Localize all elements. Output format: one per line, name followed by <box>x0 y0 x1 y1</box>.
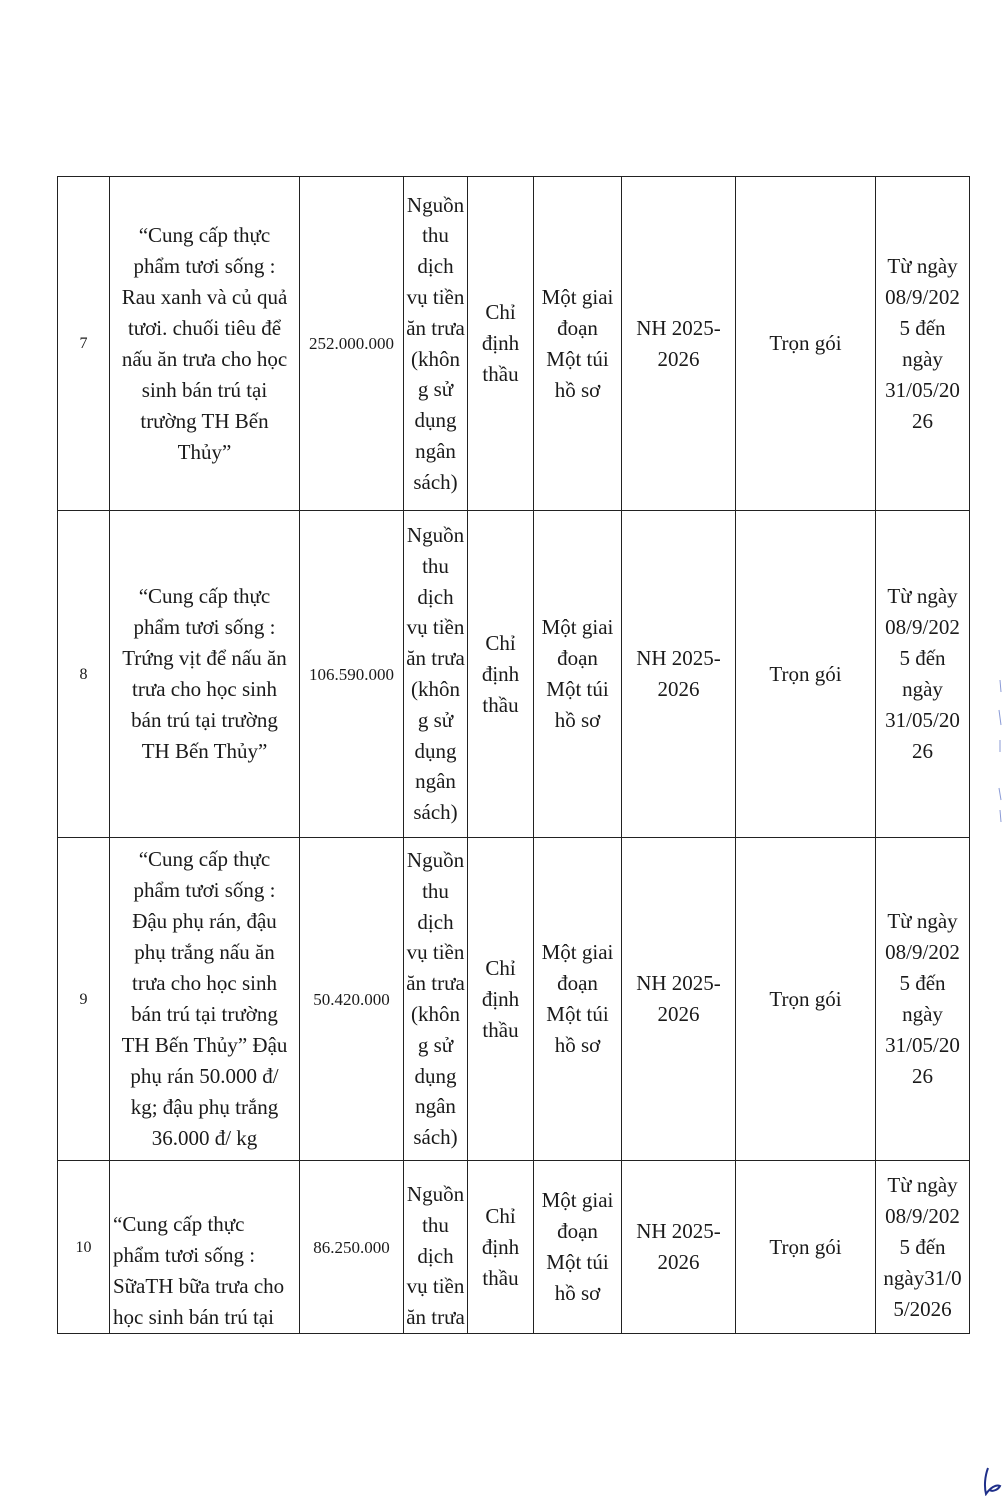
bidding-mode-line: Một giai <box>541 615 614 639</box>
funding-source-line: g sử <box>417 707 454 732</box>
package-name-line: kg; đậu phụ trắng <box>130 1095 279 1119</box>
contractor-selection-method <box>468 1161 534 1334</box>
execution-time-line: ngày <box>902 677 943 701</box>
funding-source-line: thu <box>422 223 449 248</box>
execution-time-line: 5 đến <box>899 646 946 670</box>
school-year-line: 2026 <box>657 346 700 371</box>
school-year <box>622 838 736 1161</box>
bidding-mode-line: hồ sơ <box>554 708 601 732</box>
contractor-selection-method-line: Chỉ <box>485 630 516 655</box>
funding-source-line: vụ tiền <box>406 284 465 309</box>
execution-time-line: 5 đến <box>899 315 946 340</box>
contractor-selection-method-line: Chỉ <box>485 955 516 980</box>
table-row <box>58 511 970 838</box>
execution-time <box>876 838 970 1161</box>
package-name-line: trường TH Bến <box>140 408 269 433</box>
bidding-mode-line: Một giai <box>541 284 614 309</box>
table-row <box>58 177 970 511</box>
execution-time-line: 31/05/20 <box>885 377 960 402</box>
bidding-mode-line: Một túi <box>546 1250 609 1274</box>
package-name-line: “Cung cấp thực <box>113 1212 245 1236</box>
bidding-mode-line: Một túi <box>546 1002 609 1026</box>
funding-source-line: vụ tiền <box>406 1274 465 1299</box>
package-name-line: bán trú tại trường <box>131 1002 278 1026</box>
package-name <box>110 177 300 511</box>
package-name-line: học sinh bán trú tại <box>113 1305 274 1329</box>
contractor-selection-method-line: Chỉ <box>485 1203 516 1228</box>
execution-time-line: Từ ngày <box>887 1172 958 1197</box>
execution-time-line: 08/9/202 <box>885 1203 960 1228</box>
bidding-mode-line: đoạn <box>557 646 598 670</box>
funding-source-line: vụ tiền <box>406 940 465 965</box>
contract-type: Trọn gói <box>736 838 876 1161</box>
school-year-line: 2026 <box>657 677 700 701</box>
funding-source-line: ăn trưa <box>406 1305 465 1330</box>
signature-initial-mark <box>982 1466 1004 1496</box>
package-name-line: phụ rán 50.000 đ/ <box>130 1064 279 1088</box>
contractor-selection-method-line: Chỉ <box>485 300 516 324</box>
funding-source-line: thu <box>422 878 449 903</box>
funding-source <box>404 838 468 1161</box>
execution-time-line: ngày <box>902 1002 943 1026</box>
school-year-line: 2026 <box>657 1250 700 1274</box>
contractor-selection-method-line: định <box>481 1234 520 1259</box>
funding-source-line: Nguồn <box>406 523 465 548</box>
row-number: 9 <box>58 838 110 1161</box>
execution-time-line: 26 <box>912 739 933 763</box>
bidding-mode-line: đoạn <box>557 971 598 995</box>
package-name-line: TH Bến Thủy” Đậu <box>121 1033 288 1057</box>
funding-source-line: Nguồn <box>406 848 465 873</box>
package-name-line: phẩm tươi sống : <box>133 253 276 278</box>
execution-time-line: ngày31/0 <box>883 1265 962 1290</box>
execution-time <box>876 1161 970 1334</box>
execution-time-line: 08/9/202 <box>885 284 960 309</box>
contract-type: Trọn gói <box>736 1161 876 1334</box>
bidding-mode-line: Một giai <box>541 940 614 964</box>
bidding-mode-line: Một túi <box>546 346 609 371</box>
school-year-line: 2026 <box>657 1002 700 1026</box>
package-name-line: Rau xanh và củ quả <box>121 284 288 309</box>
package-name-line: phụ trắng nấu ăn <box>134 940 275 964</box>
package-value: 106.590.000 <box>300 511 404 838</box>
bidding-mode-line: hồ sơ <box>554 1281 601 1305</box>
contractor-selection-method-line: định <box>481 331 520 355</box>
funding-source <box>404 511 468 838</box>
funding-source-line: Nguồn <box>406 1182 465 1207</box>
funding-source-line: sách) <box>413 800 458 825</box>
contractor-selection-method-line: định <box>481 661 520 686</box>
package-name-line: trưa cho học sinh <box>132 677 277 701</box>
contractor-selection-method-line: thầu <box>482 362 519 386</box>
school-year-line: NH 2025- <box>636 1219 721 1243</box>
contractor-selection-method-line: thầu <box>482 1265 519 1290</box>
school-year-line: NH 2025- <box>636 315 721 340</box>
execution-time-line: 26 <box>912 408 933 433</box>
bidding-plan-table-container <box>57 176 970 1334</box>
package-value: 86.250.000 <box>300 1161 404 1334</box>
contract-type: Trọn gói <box>736 511 876 838</box>
funding-source-line: thu <box>422 553 449 578</box>
funding-source-line: (khôn <box>411 346 460 371</box>
contractor-selection-method <box>468 511 534 838</box>
funding-source <box>404 1161 468 1334</box>
package-name-line: tươi. chuối tiêu để <box>127 315 282 340</box>
package-name-line: nấu ăn trưa cho học <box>121 346 288 371</box>
bidding-mode-line: Một giai <box>541 1188 614 1212</box>
funding-source-line: ngân <box>415 1094 456 1119</box>
contractor-selection-method-line: thầu <box>482 1017 519 1042</box>
package-name-line: “Cung cấp thực <box>138 222 271 247</box>
package-name-line: Thủy” <box>177 439 232 464</box>
bidding-mode <box>534 177 622 511</box>
contractor-selection-method <box>468 177 534 511</box>
funding-source-line: dịch <box>417 909 454 934</box>
package-name-line: phẩm tươi sống : <box>133 878 276 902</box>
funding-source-line: sách) <box>413 1125 458 1150</box>
contractor-selection-method <box>468 838 534 1161</box>
execution-time-line: 31/05/20 <box>885 1033 960 1057</box>
bidding-mode-line: hồ sơ <box>554 1033 601 1057</box>
funding-source-line: g sử <box>417 377 454 402</box>
margin-handwriting-mark <box>995 670 1005 830</box>
funding-source-line: dịch <box>417 584 454 609</box>
funding-source-line: g sử <box>417 1032 454 1057</box>
execution-time <box>876 511 970 838</box>
school-year-line: NH 2025- <box>636 646 721 670</box>
funding-source-line: (khôn <box>411 677 460 701</box>
school-year <box>622 1161 736 1334</box>
execution-time-line: 26 <box>912 1064 933 1088</box>
execution-time <box>876 177 970 511</box>
package-name-line: phẩm tươi sống : <box>133 615 276 639</box>
funding-source-line: sách) <box>413 469 458 494</box>
row-number: 7 <box>58 177 110 511</box>
package-name-line: bán trú tại trường <box>131 708 278 732</box>
package-name-line: 36.000 đ/ kg <box>151 1126 258 1150</box>
funding-source-line: ngân <box>415 769 456 794</box>
school-year-line: NH 2025- <box>636 971 721 995</box>
bidding-mode-line: đoạn <box>557 1219 598 1243</box>
package-name-line: trưa cho học sinh <box>132 971 277 995</box>
package-name-line: “Cung cấp thực <box>138 847 271 871</box>
funding-source <box>404 177 468 511</box>
package-name <box>110 838 300 1161</box>
bidding-mode <box>534 511 622 838</box>
execution-time-line: 5 đến <box>899 1234 946 1259</box>
execution-time-line: Từ ngày <box>887 909 958 933</box>
package-name-line: Trứng vịt để nấu ăn <box>122 646 287 670</box>
funding-source-line: Nguồn <box>406 192 465 217</box>
funding-source-line: vụ tiền <box>406 615 465 640</box>
contractor-selection-method-line: thầu <box>482 692 519 717</box>
funding-source-line: dịch <box>417 254 454 279</box>
bidding-mode-line: Một túi <box>546 677 609 701</box>
contractor-selection-method-line: định <box>481 986 520 1011</box>
execution-time-line: 5 đến <box>899 971 946 995</box>
table-body <box>58 177 970 1334</box>
funding-source-line: dụng <box>414 738 457 763</box>
package-name-line: Đậu phụ rán, đậu <box>132 909 277 933</box>
row-number: 8 <box>58 511 110 838</box>
execution-time-line: 08/9/202 <box>885 940 960 964</box>
execution-time-line: ngày <box>902 346 943 371</box>
row-number: 10 <box>58 1161 110 1334</box>
funding-source-line: ăn trưa <box>406 646 465 671</box>
funding-source-line: ăn trưa <box>406 971 465 996</box>
bidding-plan-table <box>57 176 970 1334</box>
package-value: 50.420.000 <box>300 838 404 1161</box>
package-name-line: phẩm tươi sống : <box>113 1243 256 1267</box>
package-name-line: TH Bến Thủy” <box>141 739 268 763</box>
execution-time-line: 31/05/20 <box>885 708 960 732</box>
execution-time-line: Từ ngày <box>887 253 958 278</box>
execution-time-line: 5/2026 <box>893 1296 952 1321</box>
table-row <box>58 1161 970 1334</box>
funding-source-line: dụng <box>414 408 457 433</box>
funding-source-line: ngân <box>415 438 456 463</box>
funding-source-line: (khôn <box>411 1002 460 1026</box>
package-value: 252.000.000 <box>300 177 404 511</box>
package-name-line: “Cung cấp thực <box>138 584 271 608</box>
table-row <box>58 838 970 1161</box>
funding-source-line: dịch <box>417 1243 454 1268</box>
package-name <box>110 1161 300 1334</box>
contract-type: Trọn gói <box>736 177 876 511</box>
bidding-mode-line: đoạn <box>557 315 598 340</box>
package-name-line: SữaTH bữa trưa cho <box>113 1274 285 1298</box>
execution-time-line: 08/9/202 <box>885 615 960 639</box>
bidding-mode-line: hồ sơ <box>554 377 601 402</box>
package-name <box>110 511 300 838</box>
school-year <box>622 511 736 838</box>
bidding-mode <box>534 1161 622 1334</box>
funding-source-line: ăn trưa <box>406 315 465 340</box>
package-name-line: sinh bán trú tại <box>141 377 268 402</box>
bidding-mode <box>534 838 622 1161</box>
school-year <box>622 177 736 511</box>
funding-source-line: thu <box>422 1212 449 1237</box>
execution-time-line: Từ ngày <box>887 584 958 608</box>
funding-source-line: dụng <box>414 1063 457 1088</box>
